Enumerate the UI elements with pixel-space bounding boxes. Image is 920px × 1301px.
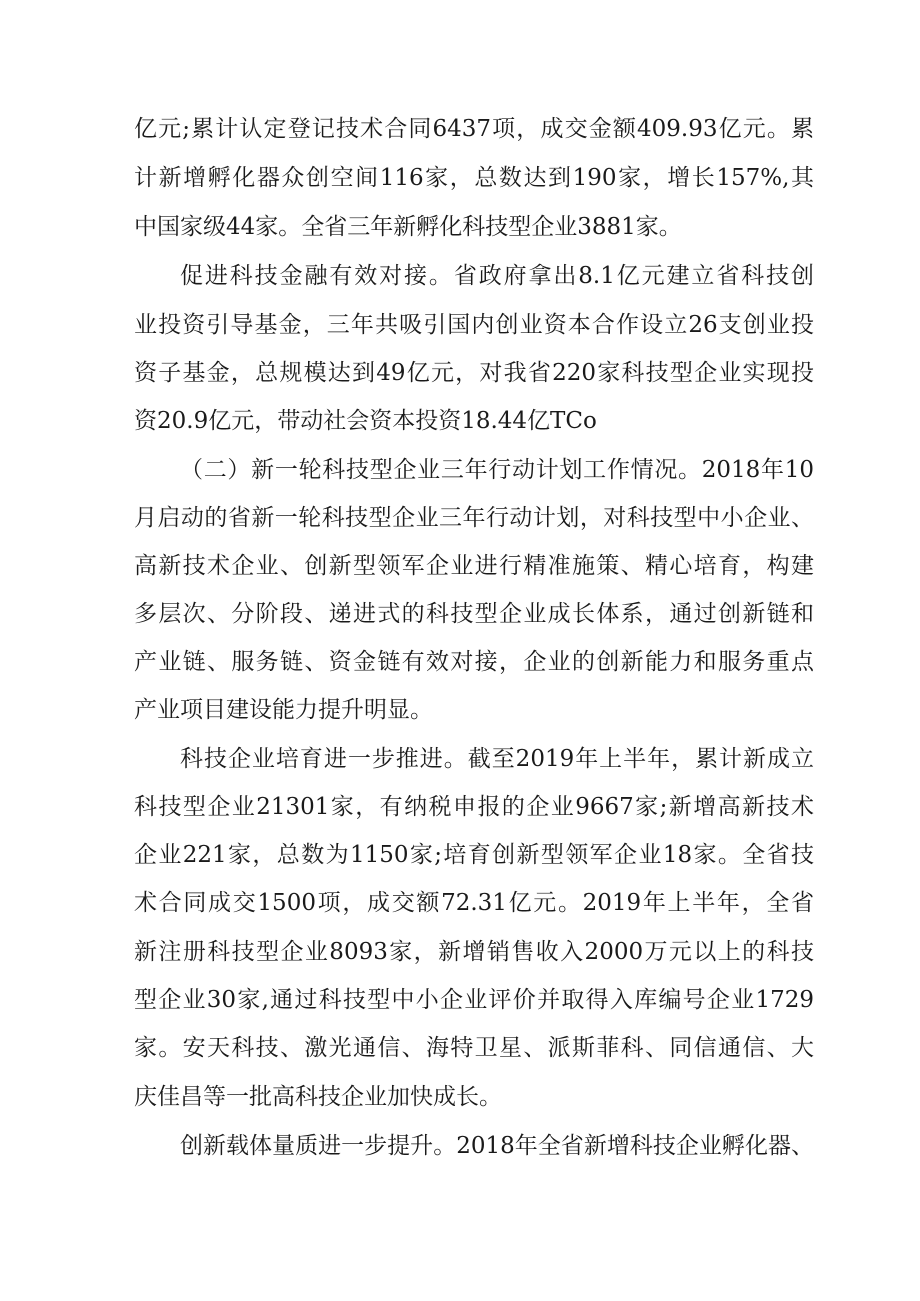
paragraph-line: 促进科技金融有效对接。省政府拿出8.1亿元建立省科技创 — [180, 263, 814, 289]
paragraph-line: 科技型企业21301家，有纳税申报的企业9667家;新增高新技术 — [134, 794, 814, 820]
paragraph-line: 产业链、服务链、资金链有效对接，企业的创新能力和服务重点 — [134, 649, 814, 675]
paragraph-line: 企业221家，总数为1150家;培育创新型领军企业18家。全省技 — [134, 842, 814, 868]
paragraph-line: 型企业30家,通过科技型中小企业评价并取得入库编号企业1729 — [134, 987, 814, 1013]
paragraph-line: 业投资引导基金，三年共吸引国内创业资本合作设立26支创业投 — [134, 312, 814, 338]
paragraph-line: 多层次、分阶段、递进式的科技型企业成长体系，通过创新链和 — [134, 601, 814, 627]
paragraph-line: 中国家级44家。全省三年新孵化科技型企业3881家。 — [134, 214, 682, 240]
paragraph-line: 产业项目建设能力提升明显。 — [134, 697, 433, 723]
paragraph-line: 科技企业培育进一步推进。截至2019年上半年，累计新成立 — [180, 746, 814, 772]
paragraph-line: 庆佳昌等一批高科技企业加快成长。 — [134, 1084, 502, 1110]
paragraph-line: 资20.9亿元，带动社会资本投资18.44亿TCo — [134, 408, 597, 434]
paragraph-line: （二）新一轮科技型企业三年行动计划工作情况。2018年10 — [180, 457, 814, 483]
paragraph-line: 家。安天科技、激光通信、海特卫星、派斯菲科、同信通信、大 — [134, 1035, 814, 1061]
paragraph-line: 新注册科技型企业8093家，新增销售收入2000万元以上的科技 — [134, 939, 814, 965]
paragraph-line: 高新技术企业、创新型领军企业进行精准施策、精心培育，构建 — [134, 553, 814, 579]
paragraph-line: 创新载体量质进一步提升。2018年全省新增科技企业孵化器、 — [180, 1133, 814, 1159]
paragraph-line: 亿元;累计认定登记技术合同6437项，成交金额409.93亿元。累 — [134, 116, 814, 142]
paragraph-line: 计新增孵化器众创空间116家，总数达到190家，增长157%,其 — [134, 165, 814, 191]
paragraph-line: 资子基金，总规模达到49亿元，对我省220家科技型企业实现投 — [134, 360, 814, 386]
paragraph-line: 术合同成交1500项，成交额72.31亿元。2019年上半年，全省 — [134, 890, 814, 916]
paragraph-line: 月启动的省新一轮科技型企业三年行动计划，对科技型中小企业、 — [134, 505, 814, 531]
